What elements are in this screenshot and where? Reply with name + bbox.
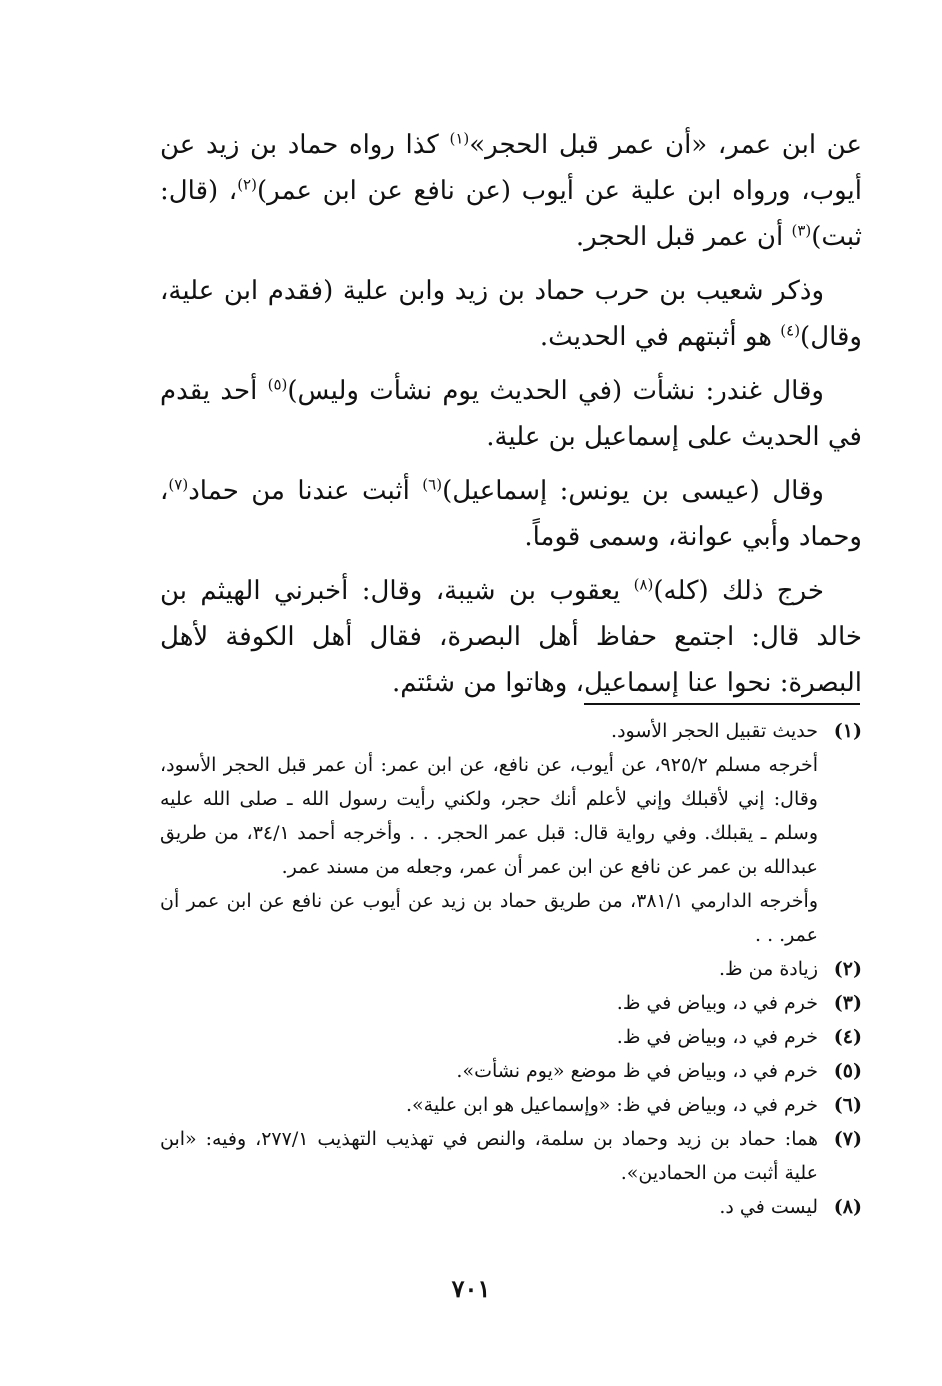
footnotes-section [160, 714, 862, 1224]
paragraph-text: كذا رواه حماد بن زيد عن أيوب، ورواه ابن علية عن أيوب (عن نافع عن ابن عمر) [160, 130, 862, 206]
footnote-item [160, 952, 862, 986]
footnote-item [160, 1122, 862, 1190]
footnote-number: (٦) [833, 1094, 862, 1116]
footnote-number: (٤) [833, 1026, 862, 1048]
footnote-reference: (٣) [791, 221, 812, 240]
footnote-item [160, 986, 862, 1020]
footnote-body [160, 986, 818, 1020]
paragraph-text: هو أثبتهم في الحديث. [539, 322, 781, 352]
footnote-number: (١) [833, 720, 862, 742]
paragraph-text: أن عمر قبل الحجر. [575, 222, 792, 252]
paragraph-text: وقال غندر: نشأت (في الحديث يوم نشأت وليس) [287, 376, 824, 406]
footnote-text: خرم في د، وبياض في ظ. [616, 1026, 818, 1048]
footnote-body [160, 1190, 818, 1224]
footnote-reference: (٨) [633, 575, 654, 594]
footnote-number: (٣) [833, 992, 862, 1014]
footnote-text: هما: حماد بن زيد وحماد بن سلمة، والنص في تهذيب التهذيب ٢٧٧/١، وفيه: «ابن علية أثبت من الحمادين». [160, 1128, 818, 1184]
footnote-number: (٢) [833, 958, 862, 980]
paragraph-text: عن ابن عمر، «أن عمر قبل الحجر» [469, 130, 862, 160]
paragraph-text: وقال (عيسى بن يونس: إسماعيل) [442, 476, 824, 506]
footnote-item [160, 1190, 862, 1224]
footnote-item [160, 1054, 862, 1088]
footnote-reference: (٧) [168, 475, 189, 494]
footnote-text: أخرجه مسلم ٩٢٥/٢، عن أيوب، عن نافع، عن ابن عمر: أن عمر قبل الحجر الأسود، وقال: إني لأقبلك وإني لأعلم أنك حجر، ولكني رأيت رسول الله ـ صلى الله عليه وسلم ـ يقبلك. وفي رواية قال: قبل عمر الحجر. . . وأخرجه أحمد ٣٤/١، من طريق عبدالله بن عمر عن نافع عن ابن عمر أن عمر، وجعله من مسند عمر. [160, 754, 818, 878]
footnote-item [160, 1020, 862, 1054]
footnote-body [160, 1020, 818, 1054]
main-body-text [160, 122, 862, 714]
footnote-text: وأخرجه الدارمي ٣٨١/١، من طريق حماد بن زيد عن أيوب عن نافع عن ابن عمر أن عمر. . . [160, 890, 819, 946]
body-paragraph [160, 268, 862, 360]
footnote-text: خرم في د، وبياض في ظ. [616, 992, 818, 1014]
paragraph-text: أثبت عندنا من حماد [188, 476, 423, 506]
footnote-reference: (٢) [237, 175, 257, 194]
body-paragraph [160, 468, 862, 560]
footnote-reference: (٥) [267, 375, 288, 394]
footnote-item [160, 1088, 862, 1122]
footnote-separator [584, 703, 860, 705]
body-paragraph [160, 568, 862, 706]
footnote-text: زيادة من ظ. [719, 958, 818, 980]
footnote-number: (٨) [833, 1196, 862, 1218]
page-number: ٧٠١ [451, 1274, 491, 1303]
footnote-text: خرم في د، وبياض في ظ موضع «يوم نشأت». [456, 1060, 818, 1082]
paragraph-text: ، (قال: ثبت) [160, 176, 862, 252]
footnote-number: (٧) [833, 1128, 862, 1150]
paragraph-text: أحد يقدم في الحديث على إسماعيل بن علية. [160, 376, 862, 452]
footnote-body [160, 1054, 818, 1088]
footnote-reference: (٤) [780, 321, 801, 340]
footnote-body [160, 714, 818, 952]
footnote-body [160, 952, 818, 986]
footnote-text: ليست في د. [719, 1196, 818, 1218]
footnote-body [160, 1122, 818, 1190]
footnote-body [160, 1088, 818, 1122]
body-paragraph [160, 368, 862, 460]
footnote-reference: (١) [449, 129, 470, 148]
paragraph-text: خرج ذلك (كله) [653, 576, 825, 606]
paragraph-text: يعقوب بن شيبة، وقال: أخبرني الهيثم بن خالد قال: اجتمع حفاظ أهل البصرة، فقال أهل الكوفة لأهل البصرة: نحوا عنا إسماعيل، وهاتوا من شئتم. [160, 576, 862, 698]
body-paragraph [160, 122, 862, 260]
paragraph-text: ، وحماد وأبي عوانة، وسمى قوماً. [160, 476, 862, 552]
footnote-item [160, 714, 862, 952]
footnote-text: حديث تقبيل الحجر الأسود. [611, 720, 818, 742]
footnote-number: (٥) [833, 1060, 862, 1082]
paragraph-text: وذكر شعيب بن حرب حماد بن زيد وابن علية (فقدم ابن علية، وقال) [160, 276, 862, 352]
footnote-reference: (٦) [422, 475, 443, 494]
footnote-text: خرم في د، وبياض في ظ: «وإسماعيل هو ابن علية». [405, 1094, 818, 1116]
